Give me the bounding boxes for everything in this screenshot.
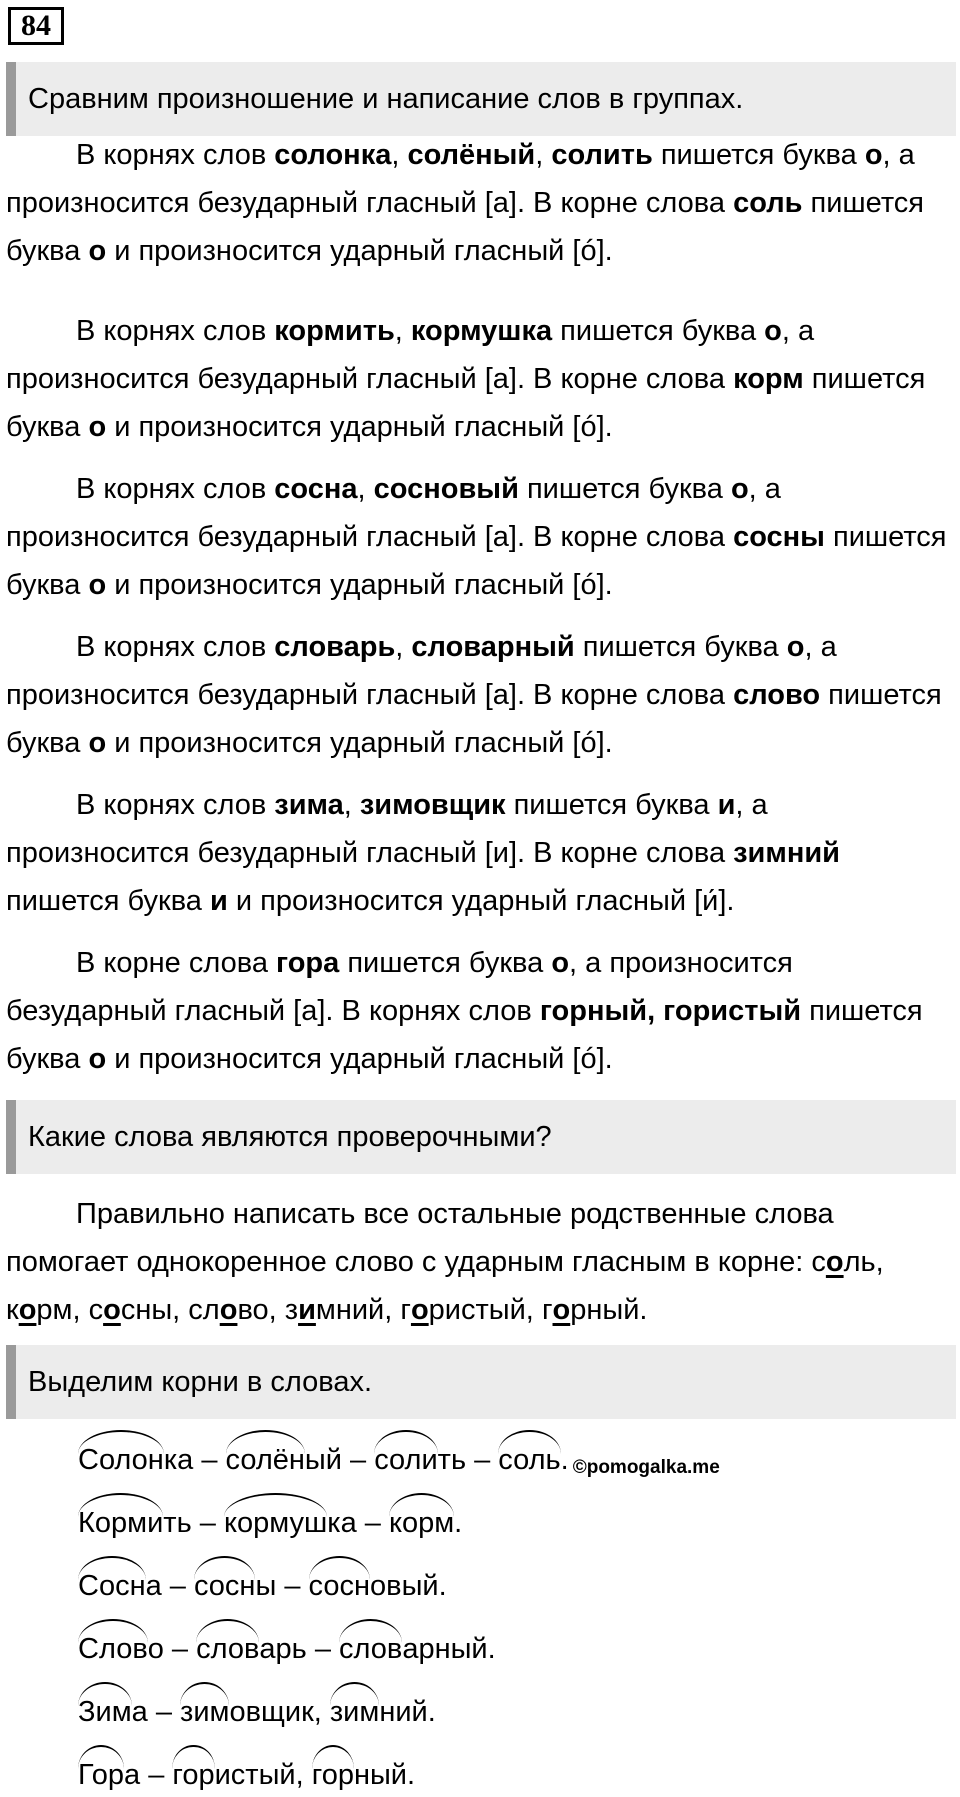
roots-line-sol: Солонка – солёный – солить – соль. ©pomogalka.me	[78, 1440, 720, 1488]
section-header-roots: Выделим корни в словах.	[6, 1345, 956, 1419]
paragraph-gor: В корне слова гора пишется буква о, а произносится безударный гласный [а]. В корнях слов горный, гористый пишется буква о и произносится ударный гласный [ó].	[6, 947, 923, 1075]
exercise-number: 84	[8, 7, 64, 45]
roots-line-slov: Слово – словарь – словарный.	[78, 1629, 496, 1669]
roots-line-gor: Гора – гористый, горный.	[78, 1755, 415, 1795]
roots-line-korm: Кормить – кормушка – корм.	[78, 1503, 462, 1543]
paragraph-korm: В корнях слов кормить, кормушка пишется буква о, а произносится безударный гласный [а]. В корне слова корм пишется буква о и произносится ударный гласный [ó].	[6, 315, 926, 443]
roots-line-zim: Зима – зимовщик, зимний.	[78, 1692, 436, 1732]
paragraph-checking-words: Правильно написать все остальные родственные слова помогает однокоренное слово с ударным гласным в корне: соль, корм, сосны, слово, зимний, гористый, горный.	[6, 1198, 884, 1326]
section-header-checking: Какие слова являются проверочными?	[6, 1100, 956, 1174]
paragraph-sosn: В корнях слов сосна, сосновый пишется буква о, а произносится безударный гласный [а]. В корне слова сосны пишется буква о и произносится ударный гласный [ó].	[6, 473, 947, 601]
paragraph-slov: В корнях слов словарь, словарный пишется буква о, а произносится безударный гласный [а]. В корне слова слово пишется буква о и произносится ударный гласный [ó].	[6, 631, 942, 759]
watermark: ©pomogalka.me	[572, 1457, 720, 1478]
paragraph-sol: В корнях слов солонка, солёный, солить пишется буква о, а произносится безударный гласный [а]. В корне слова соль пишется буква о и произносится ударный гласный [ó].	[6, 139, 925, 267]
paragraph-zim: В корнях слов зима, зимовщик пишется буква и, а произносится безударный гласный [и]. В корне слова зимний пишется буква и и произносится ударный гласный [и́].	[6, 789, 841, 917]
section-header-compare: Сравним произношение и написание слов в группах.	[6, 62, 956, 136]
roots-line-sosn: Сосна – сосны – сосновый.	[78, 1566, 447, 1606]
